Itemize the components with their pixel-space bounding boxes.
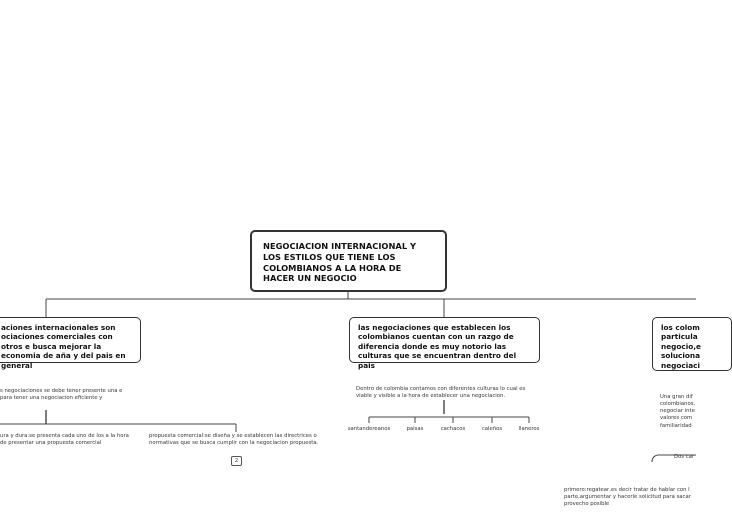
main-topic-colombianos-particularidades[interactable] (652, 317, 732, 371)
main-topic-text: las negociaciones que establecen los colombianos cuentan con un razgo de diferencia donde es muy notorio las culturas que se encuentran dentro del pais (358, 323, 517, 370)
subtopic-culturas-note[interactable]: Dentro de colombia contamos con diferentes culturas lo cual es viable y visible a la hora de establecer una negociacion. (356, 386, 526, 400)
main-topic-text: los colom particula negocio,e soluciona negociaci (661, 323, 701, 370)
leaf-calenos[interactable]: caleños (481, 426, 503, 432)
subtopic-dos-caracteristicas[interactable]: Dos car (674, 454, 695, 460)
subtopic-gran-diferencia[interactable]: Una gran dif colombianos, negociar inte valores com familiaridad (660, 394, 696, 429)
leaf-llaneros[interactable]: llaneros (518, 426, 540, 432)
collapsed-count-badge[interactable]: 2 (231, 456, 242, 466)
leaf-paisas[interactable]: paisas (406, 426, 424, 432)
subtopic-estructura[interactable]: ura y dura:se presenta cada uno de los a la hora de presentar una propuesta comercial (0, 433, 129, 447)
leaf-cachacos[interactable]: cachacos (440, 426, 466, 432)
central-topic-text: NEGOCIACION INTERNACIONAL Y LOS ESTILOS QUE TIENE LOS COLOMBIANOS A LA HORA DE HACER UN NEGOCIO (263, 241, 417, 284)
main-topic-text: aciones internacionales son ociaciones comerciales con otros e busca mejorar la economia de aña y del pais en general (1, 323, 126, 370)
main-topic-culturas-colombianas[interactable] (349, 317, 540, 370)
subtopic-text[interactable]: s negociaciones se debe tener presente una e para tener una negociacion eficiente y (0, 388, 123, 402)
central-topic[interactable] (250, 230, 447, 292)
subtopic-regatear[interactable]: primero:regatear,es decir tratar de hablar con l parte,argumentar y hacerle solicitud para sacar provecho posible (564, 487, 691, 508)
main-topic-negociaciones-internacionales[interactable] (0, 317, 141, 370)
leaf-santandereanos[interactable]: santandereanos (347, 426, 391, 432)
subtopic-propuesta-comercial[interactable]: propuesta comercial:se diseña y se establecen las directrices o normativas que se busca cumplir con la negociacion propuesta. (149, 433, 319, 447)
